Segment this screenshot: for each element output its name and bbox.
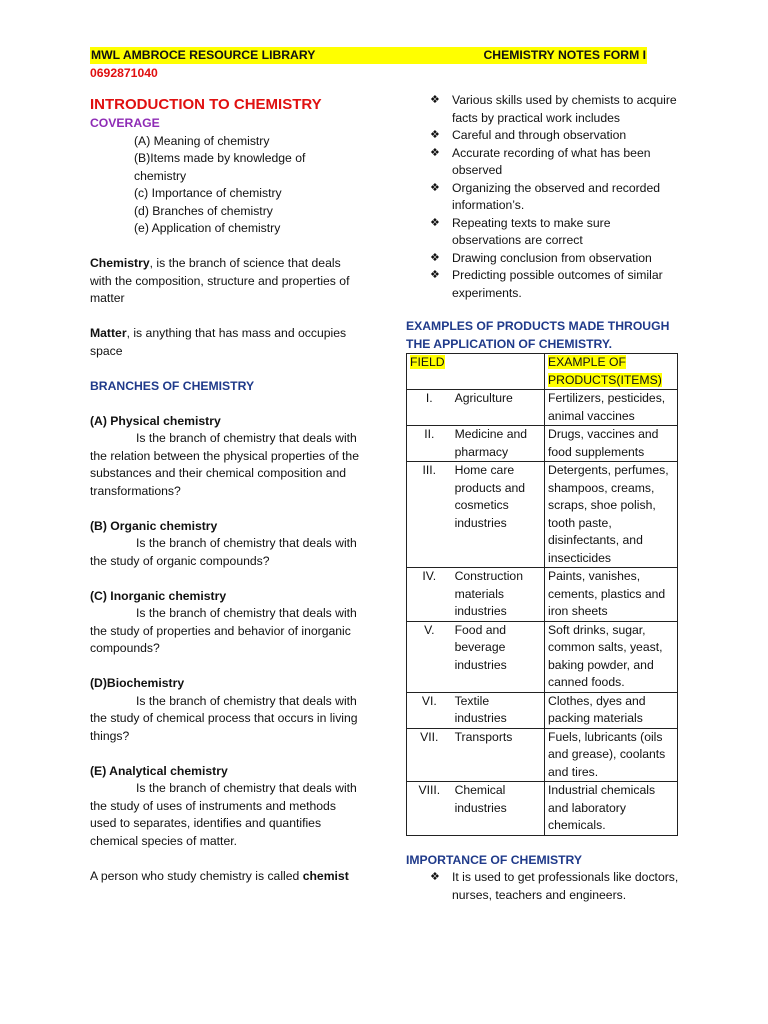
row-example: Industrial chemicals and laboratory chemicals. (545, 782, 678, 836)
row-example: Fertilizers, pesticides, animal vaccines (545, 390, 678, 426)
table-row (407, 426, 678, 462)
table-row (407, 390, 678, 426)
table-header-row (407, 354, 678, 390)
row-field: Chemical industries (452, 782, 545, 836)
skill-item: ❖ Drawing conclusion from observation (430, 250, 682, 268)
left-column (90, 95, 360, 885)
table-row (407, 728, 678, 782)
branch-title: (E) Analytical chemistry (90, 763, 228, 778)
chemist-term: chemist (302, 868, 349, 883)
skill-item: ❖ Accurate recording of what has been observed (430, 145, 682, 180)
row-number: II. (407, 426, 452, 462)
table-row (407, 782, 678, 836)
row-number: VII. (407, 728, 452, 782)
row-example: Paints, vanishes, cements, plastics and iron sheets (545, 568, 678, 622)
matter-term: Matter (90, 326, 127, 340)
field-header-cell (407, 354, 545, 390)
row-number: IV. (407, 568, 452, 622)
page-header (90, 47, 647, 64)
table-row (407, 462, 678, 568)
importance-list (406, 869, 682, 904)
coverage-item: (B)Items made by knowledge of chemistry (134, 151, 306, 183)
matter-definition-text: , is anything that has mass and occupies space (90, 326, 347, 358)
header-library-name: MWL AMBROCE RESOURCE LIBRARY (91, 47, 316, 62)
branch-title: (B) Organic chemistry (90, 518, 218, 533)
header-phone: 0692871040 (90, 66, 158, 80)
branch-text: Is the branch of chemistry that deals with the study of chemical process that occurs in living things? (90, 693, 358, 743)
branch-title: (A) Physical chemistry (90, 413, 221, 428)
chemistry-definition-text: , is the branch of science that deals with the composition, structure and properties of matter (90, 256, 350, 305)
row-field: Home care products and cosmetics industries (452, 462, 545, 568)
branch-title: (C) Inorganic chemistry (90, 588, 227, 603)
coverage-heading: COVERAGE (90, 116, 160, 130)
branch-text: Is the branch of chemistry that deals with the study of uses of instruments and methods used to separates, identifies and quantifies chemical species of matter. (90, 781, 357, 848)
branch-text: Is the branch of chemistry that deals with the relation between the physical properties of the substances and their chemical composition and transformations? (90, 431, 359, 498)
chemist-sentence (90, 868, 360, 886)
coverage-item: (d) Branches of chemistry (134, 203, 273, 218)
chemistry-definition (90, 255, 360, 308)
importance-item: ❖ It is used to get professionals like doctors, nurses, teachers and engineers. (430, 869, 682, 904)
chemist-text: A person who study chemistry is called (90, 868, 303, 883)
row-number: VI. (407, 692, 452, 728)
chemistry-term: Chemistry (90, 256, 150, 270)
row-field: Agriculture (452, 390, 545, 426)
table-row (407, 621, 678, 692)
row-example: Soft drinks, sugar, common salts, yeast, baking powder, and canned foods. (545, 621, 678, 692)
branch-text: Is the branch of chemistry that deals with the study of properties and behavior of inorganic compounds? (90, 606, 357, 655)
table-row (407, 692, 678, 728)
examples-heading: EXAMPLES OF PRODUCTS MADE THROUGH THE APPLICATION OF CHEMISTRY. (406, 319, 670, 351)
row-field: Transports (452, 728, 545, 782)
row-number: VIII. (407, 782, 452, 836)
skills-list (406, 92, 682, 302)
skill-item: ❖ Repeating texts to make sure observations are correct (430, 215, 682, 250)
header-notes-title: CHEMISTRY NOTES FORM I (483, 47, 646, 62)
field-header: FIELD (410, 355, 445, 369)
coverage-list (90, 133, 360, 238)
row-number: III. (407, 462, 452, 568)
row-field: Medicine and pharmacy (452, 426, 545, 462)
coverage-item: (A) Meaning of chemistry (134, 133, 270, 148)
coverage-item: (c) Importance of chemistry (134, 186, 282, 200)
row-field: Construction materials industries (452, 568, 545, 622)
row-example: Clothes, dyes and packing materials (545, 692, 678, 728)
skill-item: ❖ Careful and through observation (430, 127, 682, 145)
row-number: V. (407, 621, 452, 692)
row-field: Textile industries (452, 692, 545, 728)
example-header: EXAMPLE OF PRODUCTS(ITEMS) (548, 355, 662, 387)
branches-heading: BRANCHES OF CHEMISTRY (90, 378, 255, 393)
matter-definition (90, 325, 360, 360)
skill-item: ❖ Various skills used by chemists to acquire facts by practical work includes (430, 92, 682, 127)
row-example: Drugs, vaccines and food supplements (545, 426, 678, 462)
row-example: Fuels, lubricants (oils and grease), coolants and tires. (545, 728, 678, 782)
table-row (407, 568, 678, 622)
row-number: I. (407, 390, 452, 426)
example-header-cell (545, 354, 678, 390)
skill-item: ❖ Predicting possible outcomes of similar experiments. (430, 267, 682, 302)
skill-item: ❖ Organizing the observed and recorded information’s. (430, 180, 682, 215)
right-column (406, 92, 682, 904)
branch-title: (D)Biochemistry (90, 676, 185, 690)
coverage-item: (e) Application of chemistry (134, 221, 281, 235)
importance-heading: IMPORTANCE OF CHEMISTRY (406, 852, 583, 867)
row-example: Detergents, perfumes, shampoos, creams, scraps, shoe polish, tooth paste, disinfectants, and insecticides (545, 462, 678, 568)
branch-text: Is the branch of chemistry that deals with the study of organic compounds? (90, 536, 357, 568)
row-field: Food and beverage industries (452, 621, 545, 692)
page-title: INTRODUCTION TO CHEMISTRY (90, 96, 322, 113)
products-table (406, 353, 678, 836)
